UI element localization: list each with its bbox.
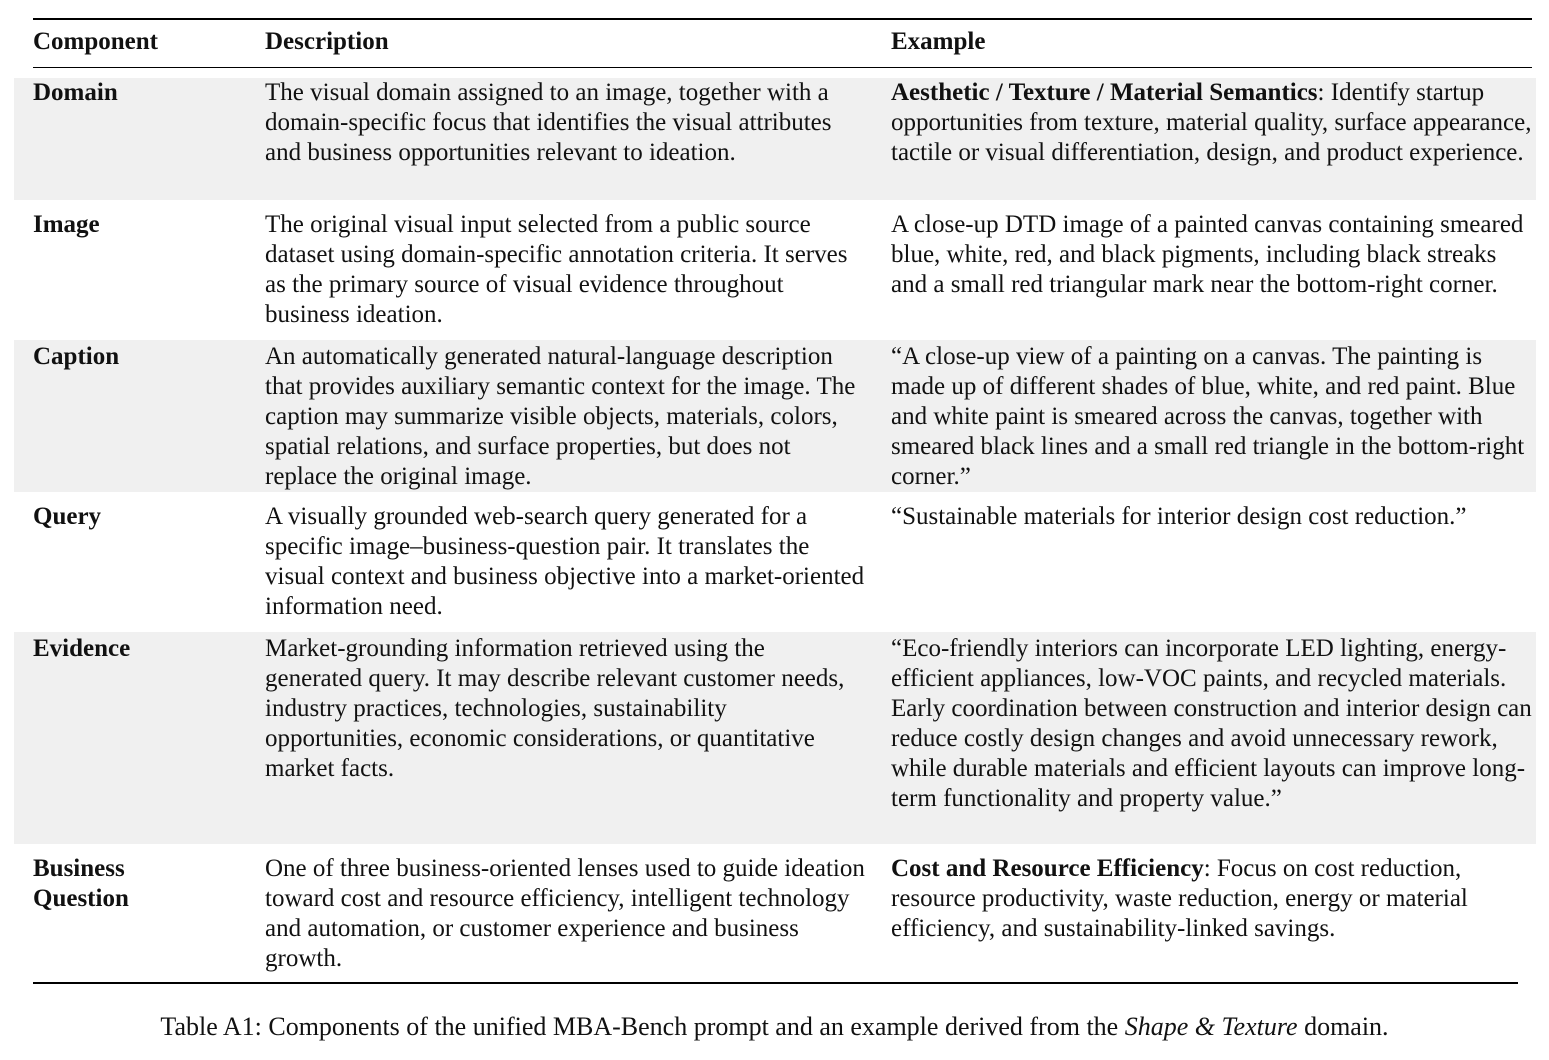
- caption-suffix: domain.: [1297, 1012, 1389, 1041]
- row-description: One of three business-oriented lenses used to guide ideation toward cost and resource efficiency, intelligent technology and automation, or customer experience and business growth.: [265, 855, 865, 972]
- example-text: : Focus on cost reduction, resource productivity, waste reduction, energy or material efficiency, and sustainability-linked savings.: [891, 855, 1468, 942]
- example-bold-label: Cost and Resource Efficiency: [891, 855, 1204, 882]
- table-header: [14, 28, 1536, 64]
- row-component: Evidence: [33, 635, 131, 662]
- row-description: An automatically generated natural-language description that provides auxiliary semantic context for the image. The caption may summarize visible objects, materials, colors, spatial relations, and surface properties, but does not replace the original image.: [265, 343, 856, 490]
- row-description: The original visual input selected from a public source dataset using domain-specific annotation criteria. It serves as the primary source of visual evidence throughout business ideation.: [265, 211, 848, 328]
- row-component: Query: [33, 503, 102, 530]
- row-example: “Eco-friendly interiors can incorporate LED lighting, energy-efficient appliances, low-VOC paints, and recycled materials. Early coordination between construction and interior design can reduce costly design changes and avoid unnecessary rework, while durable materials and efficient layouts can improve long-term functionality and property value.”: [891, 635, 1532, 812]
- table-caption: [0, 1012, 1549, 1042]
- caption-prefix: Table A1: Components of the unified MBA-Bench prompt and an example derived from the: [160, 1012, 1125, 1041]
- example-text: : Identify startup opportunities from texture, material quality, surface appearance, tactile or visual differentiation, design, and product experience.: [891, 79, 1532, 166]
- row-example: [891, 854, 1536, 944]
- table-row-caption: [14, 340, 1536, 492]
- row-example: “Sustainable materials for interior design cost reduction.”: [891, 503, 1467, 530]
- caption-italic: Shape & Texture: [1124, 1012, 1298, 1041]
- example-bold-label: Aesthetic / Texture / Material Semantics: [891, 79, 1318, 106]
- table-row-image: [14, 200, 1536, 340]
- row-description: The visual domain assigned to an image, together with a domain-specific focus that identifies the visual attributes and business opportunities relevant to ideation.: [265, 79, 832, 166]
- table-header-rule: [33, 67, 1532, 68]
- row-component: Domain: [33, 79, 118, 106]
- table-row-query: [14, 492, 1536, 632]
- header-component: Component: [33, 28, 159, 55]
- table-body: [14, 78, 1536, 984]
- row-example: “A close-up view of a painting on a canvas. The painting is made up of different shades of blue, white, and red paint. Blue and white paint is smeared across the canvas, together with smeared black lines and a small red triangle in the bottom-right corner.”: [891, 343, 1525, 490]
- table-row-business-question: [14, 844, 1536, 984]
- table-row-evidence: [14, 632, 1536, 844]
- row-component: Image: [33, 211, 100, 238]
- row-description: A visually grounded web-search query generated for a specific image–business-question pair. It translates the visual context and business objective into a market-oriented information need.: [265, 503, 865, 620]
- table-top-rule: [33, 18, 1532, 20]
- row-example: [891, 78, 1536, 168]
- row-component: Caption: [33, 343, 120, 370]
- table-row-domain: [14, 78, 1536, 200]
- table-bottom-rule: [33, 982, 1518, 984]
- row-component: Business Question: [33, 855, 129, 912]
- header-description: Description: [265, 28, 389, 55]
- row-description: Market-grounding information retrieved using the generated query. It may describe relevant customer needs, industry practices, technologies, sustainability opportunities, economic considerations, or quantitative market facts.: [265, 635, 845, 782]
- row-example: A close-up DTD image of a painted canvas containing smeared blue, white, red, and black pigments, including black streaks and a small red triangular mark near the bottom-right corner.: [891, 211, 1524, 298]
- header-example: Example: [891, 28, 986, 55]
